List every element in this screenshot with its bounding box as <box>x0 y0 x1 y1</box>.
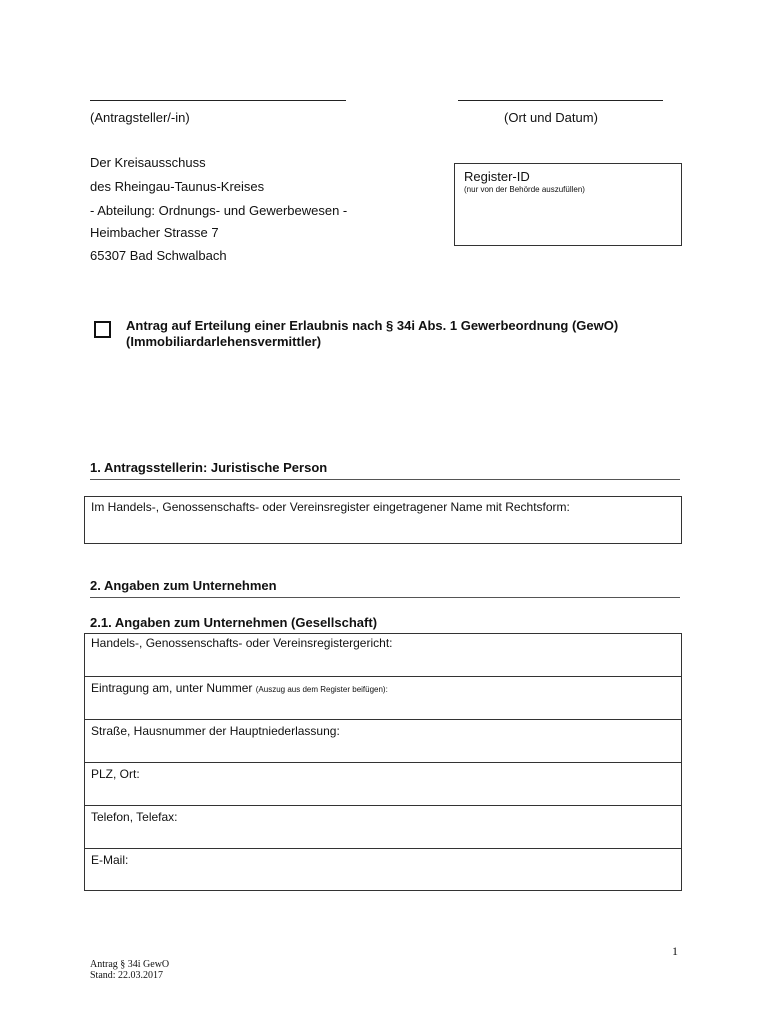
section-2-heading: 2. Angaben zum Unternehmen <box>90 578 277 593</box>
applicant-signature-line <box>90 90 346 101</box>
register-id-box[interactable] <box>454 163 682 246</box>
register-id-title: Register-ID <box>464 169 530 184</box>
register-entry-field[interactable] <box>85 677 681 720</box>
footer-doc-name: Antrag § 34i GewO <box>90 959 170 970</box>
register-entry-label <box>85 677 681 695</box>
application-title-line-1: Antrag auf Erteilung einer Erlaubnis nach § 34i Abs. 1 Gewerbeordnung (GewO) <box>126 318 619 333</box>
plz-city-label: PLZ, Ort: <box>91 767 140 781</box>
footer-version: Stand: 22.03.2017 <box>90 970 164 981</box>
application-title-line-2: (Immobiliardarlehensvermittler) <box>126 334 322 349</box>
email-field[interactable] <box>85 849 681 891</box>
street-field[interactable] <box>85 720 681 763</box>
legal-name-label: Im Handels-, Genossenschafts- oder Vereinsregister eingetragener Name mit Rechtsform: <box>91 500 570 514</box>
register-entry-note: (Auszug aus dem Register beifügen): <box>255 685 388 694</box>
place-date-label: (Ort und Datum) <box>504 110 598 125</box>
section-1-rule <box>90 479 680 480</box>
place-date-line <box>458 90 663 101</box>
register-court-field[interactable] <box>85 634 681 677</box>
company-details-table <box>84 633 682 891</box>
address-line-1: Der Kreisausschuss <box>90 155 206 170</box>
address-line-3: - Abteilung: Ordnungs- und Gewerbewesen - <box>90 203 348 218</box>
address-line-5: 65307 Bad Schwalbach <box>90 248 227 263</box>
plz-city-field[interactable] <box>85 763 681 806</box>
street-label: Straße, Hausnummer der Hauptniederlassung: <box>91 724 340 738</box>
section-2-rule <box>90 597 680 598</box>
legal-name-field[interactable] <box>84 496 682 544</box>
address-line-2: des Rheingau-Taunus-Kreises <box>90 179 265 194</box>
application-checkbox[interactable] <box>94 321 111 338</box>
phone-fax-field[interactable] <box>85 806 681 849</box>
register-entry-main: Eintragung am, unter Nummer <box>91 681 256 695</box>
applicant-label: (Antragsteller/-in) <box>90 110 190 125</box>
section-2-1-heading: 2.1. Angaben zum Unternehmen (Gesellschaft) <box>90 615 378 630</box>
section-1-heading: 1. Antragsstellerin: Juristische Person <box>90 460 328 475</box>
register-id-note: (nur von der Behörde auszufüllen) <box>464 185 585 194</box>
address-line-4: Heimbacher Strasse 7 <box>90 225 219 240</box>
page-number: 1 <box>672 944 678 958</box>
register-court-label: Handels-, Genossenschafts- oder Vereinsregistergericht: <box>91 636 393 650</box>
email-label: E-Mail: <box>91 853 129 867</box>
phone-fax-label: Telefon, Telefax: <box>91 810 178 824</box>
